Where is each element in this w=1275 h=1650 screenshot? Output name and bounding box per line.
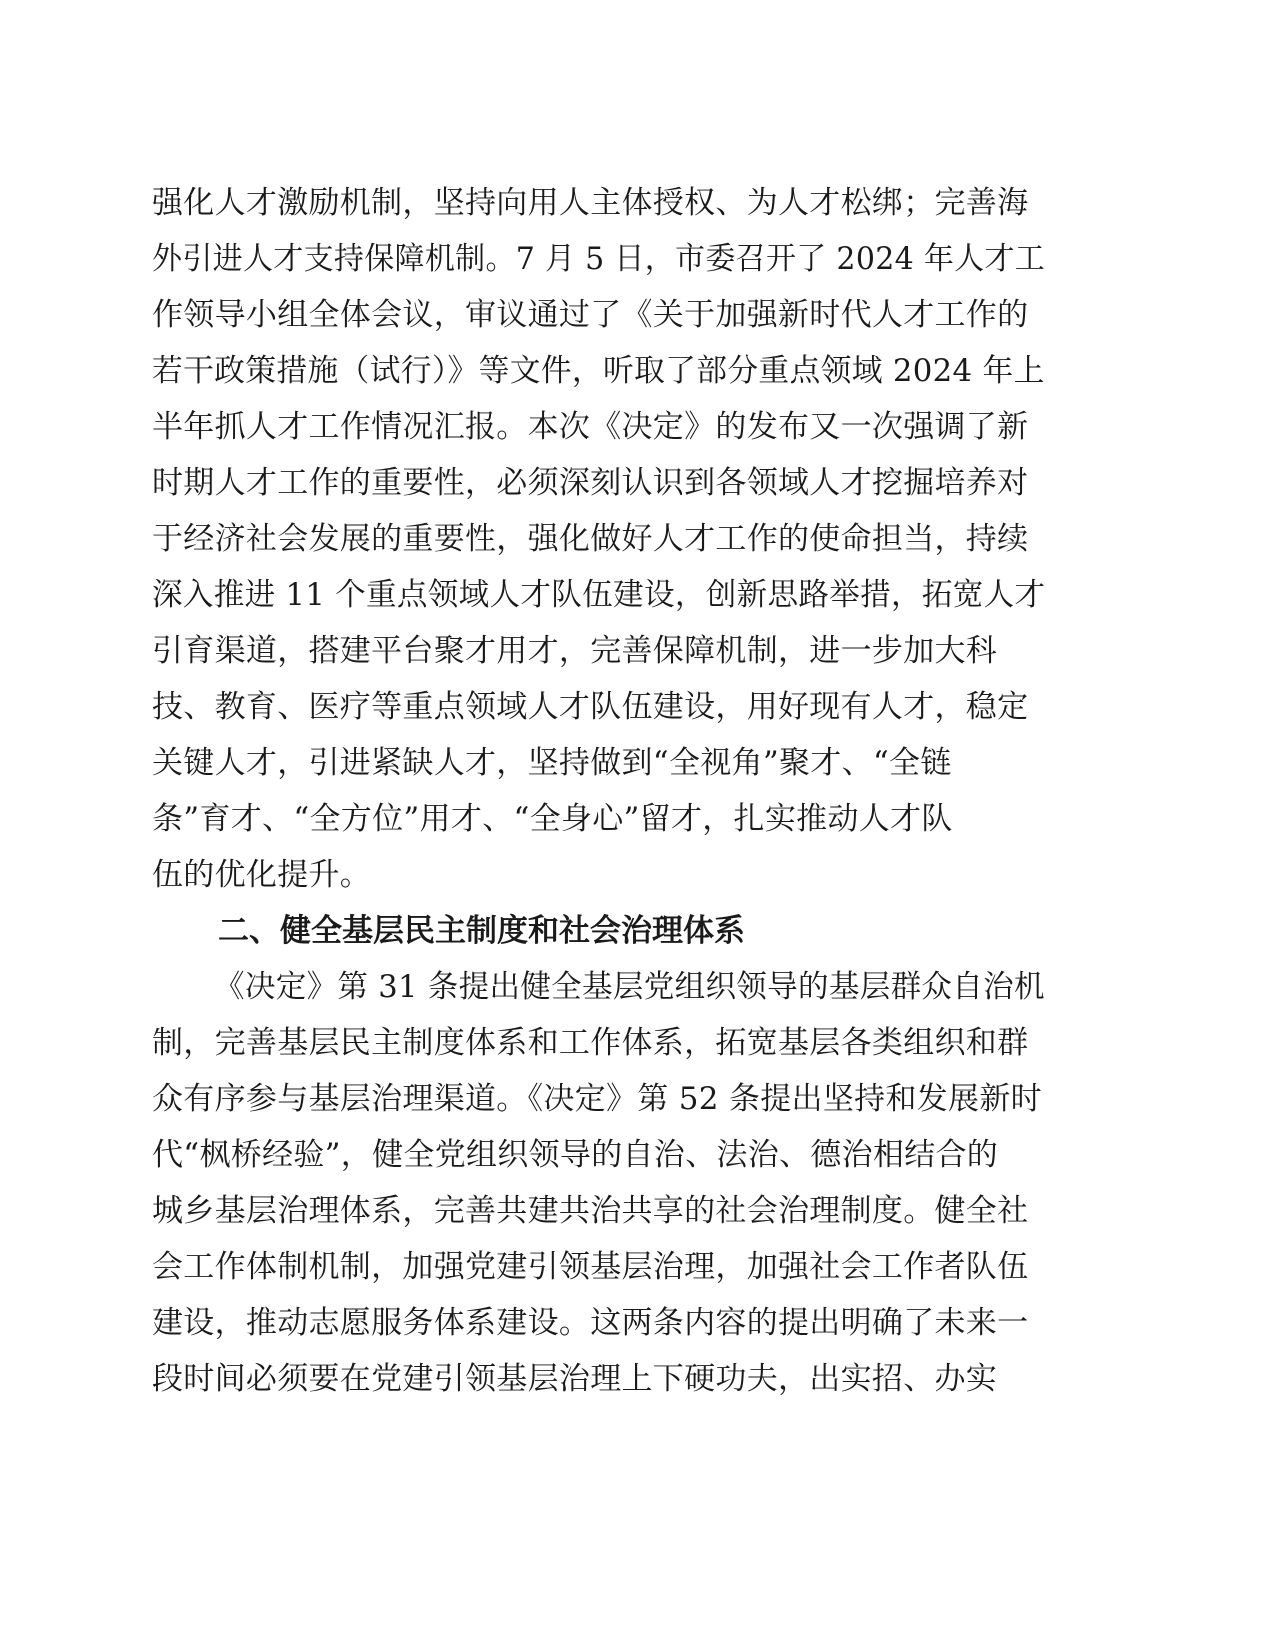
body-text-line: 时期人才工作的重要性，必须深刻认识到各领域人才挖掘培养对 [152,465,1029,501]
section-heading: 二、健全基层民主制度和社会治理体系 [218,913,745,949]
body-text-line: 代“枫桥经验”，健全党组织领导的自治、法治、德治相结合的 [152,1137,999,1173]
body-text-line: 半年抓人才工作情况汇报。本次《决定》的发布又一次强调了新 [152,409,1029,445]
body-text-line: 技、教育、医疗等重点领域人才队伍建设，用好现有人才，稳定 [152,689,1029,725]
body-text-line: 城乡基层治理体系，完善共建共治共享的社会治理制度。健全社 [152,1193,1029,1229]
body-text-line: 引育渠道，搭建平台聚才用才，完善保障机制，进一步加大科 [152,633,998,669]
body-text-line: 条”育才、“全方位”用才、“全身心”留才，扎实推动人才队 [152,801,953,837]
body-text-line: 强化人才激励机制，坚持向用人主体授权、为人才松绑；完善海 [152,185,1029,221]
body-text-line: 作领导小组全体会议，审议通过了《关于加强新时代人才工作的 [152,297,1029,333]
body-text-line: 伍的优化提升。 [152,857,372,893]
body-text-line: 于经济社会发展的重要性，强化做好人才工作的使命担当，持续 [152,521,1029,557]
body-text-line: 建设，推动志愿服务体系建设。这两条内容的提出明确了未来一 [152,1305,1029,1341]
body-text-line: 外引进人才支持保障机制。7 月 5 日，市委召开了 2024 年人才工 [152,241,1046,277]
body-text-line: 众有序参与基层治理渠道。《决定》第 52 条提出坚持和发展新时 [152,1081,1042,1117]
body-text-line: 会工作体制机制，加强党建引领基层治理，加强社会工作者队伍 [152,1249,1029,1285]
body-text-line: 段时间必须要在党建引领基层治理上下硬功夫，出实招、办实 [152,1361,998,1397]
body-text-line: 制，完善基层民主制度体系和工作体系，拓宽基层各类组织和群 [152,1025,1029,1061]
body-text-line: 若干政策措施（试行）》等文件，听取了部分重点领域 2024 年上 [152,353,1045,389]
body-text-line: 《决定》第 31 条提出健全基层党组织领导的基层群众自治机 [214,969,1045,1005]
body-text-line: 深入推进 11 个重点领域人才队伍建设，创新思路举措，拓宽人才 [152,577,1046,613]
body-text-line: 关键人才，引进紧缺人才，坚持做到“全视角”聚才、“全链 [152,745,952,781]
